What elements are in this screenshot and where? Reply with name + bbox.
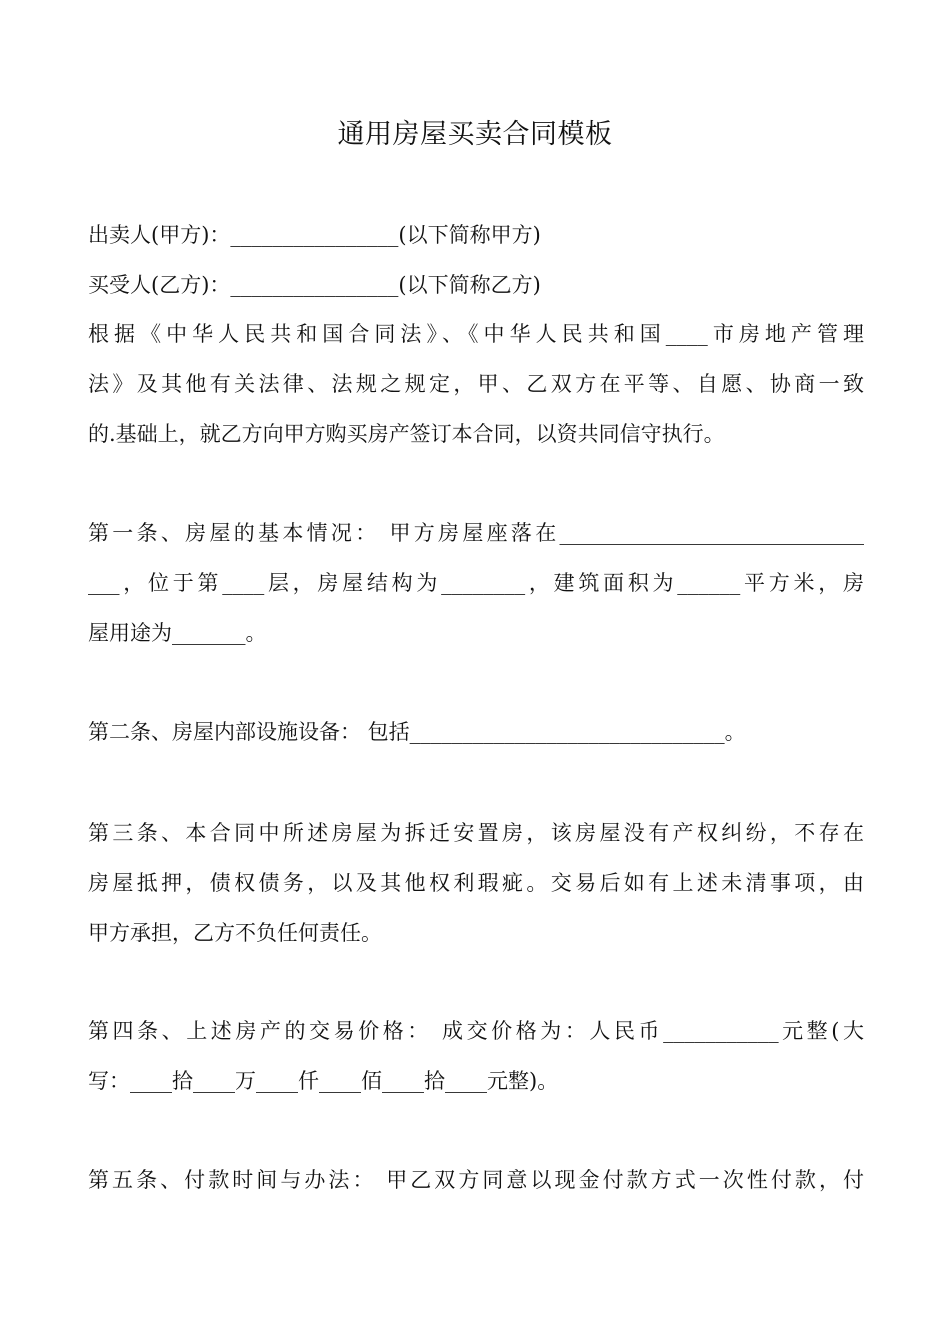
article-1-line-1: 第一条、房屋的基本情况： 甲方房屋座落在_____________________________: [88, 521, 864, 545]
article-1-line-3: 屋用途为_______。: [88, 621, 267, 645]
article-2-line-1: 第二条、房屋内部设施设备： 包括______________________________。: [88, 720, 746, 744]
article-4-line-1: 第四条、上述房产的交易价格： 成交价格为：人民币___________元整(大: [88, 1019, 864, 1043]
preamble-line-1: 根据《中华人民共和国合同法》、《中华人民共和国____市房地产管理: [88, 322, 864, 346]
article-1-line-2: ___，位于第____层，房屋结构为________，建筑面积为______平方米，房: [88, 571, 864, 595]
article-3-line-3: 甲方承担，乙方不负任何责任。: [88, 921, 382, 945]
seller-line: 出卖人(甲方)：________________(以下简称甲方): [88, 223, 541, 247]
document-title: 通用房屋买卖合同模板: [337, 119, 613, 150]
buyer-line: 买受人(乙方)：________________(以下简称乙方): [88, 273, 541, 297]
article-3-line-1: 第三条、本合同中所述房屋为拆迁安置房，该房屋没有产权纠纷，不存在: [88, 821, 864, 845]
article-3-line-2: 房屋抵押，债权债务，以及其他权利瑕疵。交易后如有上述未清事项，由: [88, 871, 864, 895]
preamble-line-2: 法》及其他有关法律、法规之规定，甲、乙双方在平等、自愿、协商一致: [88, 372, 864, 396]
article-5-line-1: 第五条、付款时间与办法： 甲乙双方同意以现金付款方式一次性付款，付: [88, 1168, 864, 1192]
preamble-line-3: 的.基础上，就乙方向甲方购买房产签订本合同，以资共同信守执行。: [88, 422, 725, 446]
article-4-line-2: 写：____拾____万____仟____佰____拾____元整)。: [88, 1069, 559, 1093]
